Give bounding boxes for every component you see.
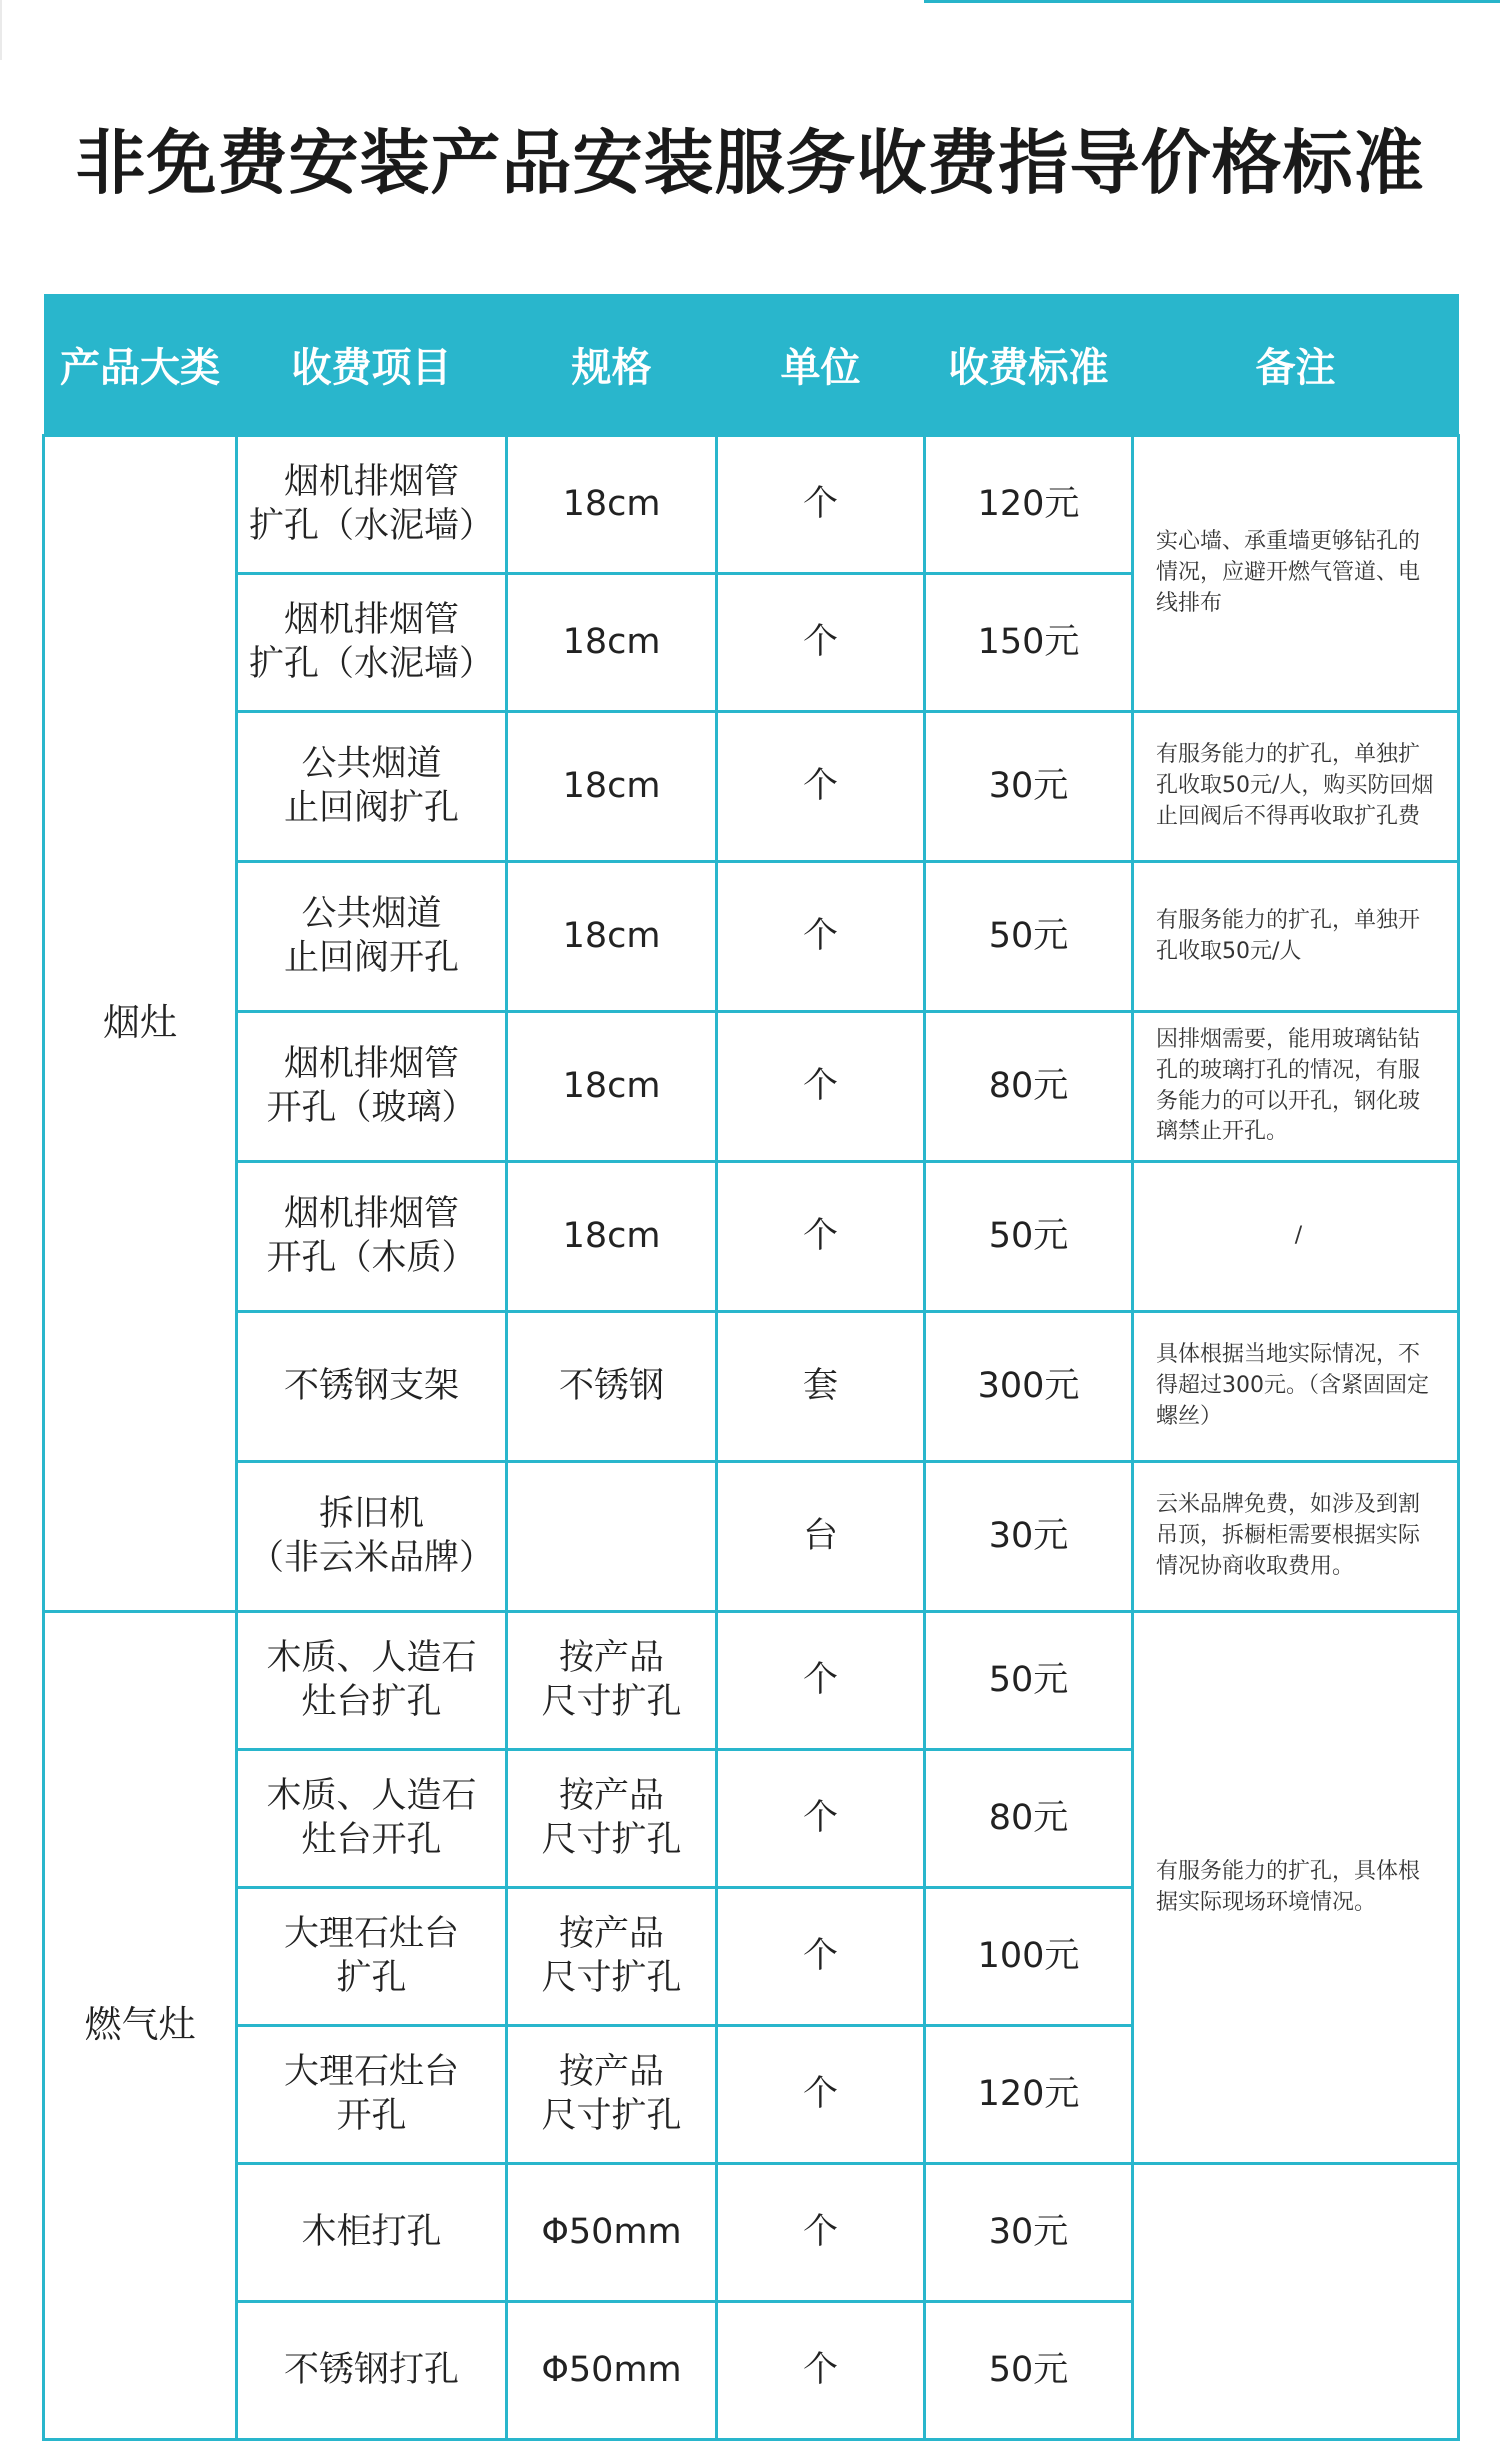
price-cell: 30元 <box>925 2164 1133 2302</box>
unit-cell: 个 <box>717 1162 925 1312</box>
price-cell: 50元 <box>925 2302 1133 2440</box>
spec-cell <box>507 1462 717 1612</box>
unit-cell: 个 <box>717 2164 925 2302</box>
item-cell: 公共烟道 止回阀扩孔 <box>237 712 507 862</box>
price-cell: 80元 <box>925 1750 1133 1888</box>
price-cell: 300元 <box>925 1312 1133 1462</box>
note-cell: 具体根据当地实际情况，不得超过300元。（含紧固固定螺丝） <box>1133 1312 1459 1462</box>
table-row <box>44 436 1459 574</box>
header-category: 产品大类 <box>44 294 237 436</box>
table-row <box>44 862 1459 1012</box>
item-cell: 拆旧机 （非云米品牌） <box>237 1462 507 1612</box>
spec-cell: 按产品 尺寸扩孔 <box>507 1612 717 1750</box>
table-row <box>44 712 1459 862</box>
spec-cell: 按产品 尺寸扩孔 <box>507 2026 717 2164</box>
unit-cell: 套 <box>717 1312 925 1462</box>
spec-cell: 18cm <box>507 1012 717 1162</box>
header-unit: 单位 <box>717 294 925 436</box>
unit-cell: 台 <box>717 1462 925 1612</box>
note-cell <box>1133 2164 1459 2440</box>
price-cell: 150元 <box>925 574 1133 712</box>
spec-cell: 按产品 尺寸扩孔 <box>507 1888 717 2026</box>
spec-cell: 按产品 尺寸扩孔 <box>507 1750 717 1888</box>
unit-cell: 个 <box>717 2302 925 2440</box>
unit-cell: 个 <box>717 1612 925 1750</box>
price-cell: 80元 <box>925 1012 1133 1162</box>
item-cell: 公共烟道 止回阀开孔 <box>237 862 507 1012</box>
spec-cell: 18cm <box>507 1162 717 1312</box>
spec-cell: Φ50mm <box>507 2164 717 2302</box>
note-cell: 有服务能力的扩孔，单独开孔收取50元/人 <box>1133 862 1459 1012</box>
price-table <box>42 294 1460 2441</box>
item-cell: 烟机排烟管 扩孔（水泥墙） <box>237 436 507 574</box>
header-spec: 规格 <box>507 294 717 436</box>
table-row <box>44 2164 1459 2302</box>
note-cell: 云米品牌免费，如涉及到割吊顶，拆橱柜需要根据实际情况协商收取费用。 <box>1133 1462 1459 1612</box>
price-cell: 120元 <box>925 436 1133 574</box>
table-header <box>44 294 1459 436</box>
table-row <box>44 1312 1459 1462</box>
note-cell: 有服务能力的扩孔，单独扩孔收取50元/人，购买防回烟止回阀后不得再收取扩孔费 <box>1133 712 1459 862</box>
price-cell: 100元 <box>925 1888 1133 2026</box>
note-cell: 有服务能力的扩孔，具体根据实际现场环境情况。 <box>1133 1612 1459 2164</box>
category-cell: 烟灶 <box>44 436 237 1612</box>
table-body <box>44 436 1459 2440</box>
unit-cell: 个 <box>717 1012 925 1162</box>
note-cell: 因排烟需要，能用玻璃钻钻孔的玻璃打孔的情况，有服务能力的可以开孔，钢化玻璃禁止开孔。 <box>1133 1012 1459 1162</box>
item-cell: 木柜打孔 <box>237 2164 507 2302</box>
spec-cell: 18cm <box>507 862 717 1012</box>
spec-cell: Φ50mm <box>507 2302 717 2440</box>
table-row <box>44 1012 1459 1162</box>
item-cell: 木质、人造石 灶台开孔 <box>237 1750 507 1888</box>
spec-cell: 18cm <box>507 712 717 862</box>
header-note: 备注 <box>1133 294 1459 436</box>
price-cell: 50元 <box>925 1162 1133 1312</box>
spec-cell: 18cm <box>507 574 717 712</box>
price-cell: 50元 <box>925 1612 1133 1750</box>
table-row <box>44 1162 1459 1312</box>
left-edge-stripe <box>0 0 2 60</box>
spec-cell: 不锈钢 <box>507 1312 717 1462</box>
item-cell: 烟机排烟管 开孔（木质） <box>237 1162 507 1312</box>
note-cell: / <box>1133 1162 1459 1312</box>
item-cell: 烟机排烟管 扩孔（水泥墙） <box>237 574 507 712</box>
unit-cell: 个 <box>717 1750 925 1888</box>
unit-cell: 个 <box>717 1888 925 2026</box>
item-cell: 不锈钢打孔 <box>237 2302 507 2440</box>
item-cell: 烟机排烟管 开孔（玻璃） <box>237 1012 507 1162</box>
table-row <box>44 1462 1459 1612</box>
header-row <box>44 294 1459 436</box>
item-cell: 木质、人造石 灶台扩孔 <box>237 1612 507 1750</box>
price-cell: 50元 <box>925 862 1133 1012</box>
unit-cell: 个 <box>717 712 925 862</box>
item-cell: 不锈钢支架 <box>237 1312 507 1462</box>
header-item: 收费项目 <box>237 294 507 436</box>
table-row <box>44 1612 1459 1750</box>
item-cell: 大理石灶台 开孔 <box>237 2026 507 2164</box>
unit-cell: 个 <box>717 574 925 712</box>
unit-cell: 个 <box>717 2026 925 2164</box>
item-cell: 大理石灶台 扩孔 <box>237 1888 507 2026</box>
note-cell: 实心墙、承重墙更够钻孔的情况，应避开燃气管道、电线排布 <box>1133 436 1459 712</box>
top-accent-bar <box>924 0 1500 3</box>
price-cell: 30元 <box>925 712 1133 862</box>
unit-cell: 个 <box>717 436 925 574</box>
page-title: 非免费安装产品安装服务收费指导价格标准 <box>75 122 1425 204</box>
header-price: 收费标准 <box>925 294 1133 436</box>
price-cell: 30元 <box>925 1462 1133 1612</box>
category-cell: 燃气灶 <box>44 1612 237 2440</box>
price-cell: 120元 <box>925 2026 1133 2164</box>
spec-cell: 18cm <box>507 436 717 574</box>
unit-cell: 个 <box>717 862 925 1012</box>
